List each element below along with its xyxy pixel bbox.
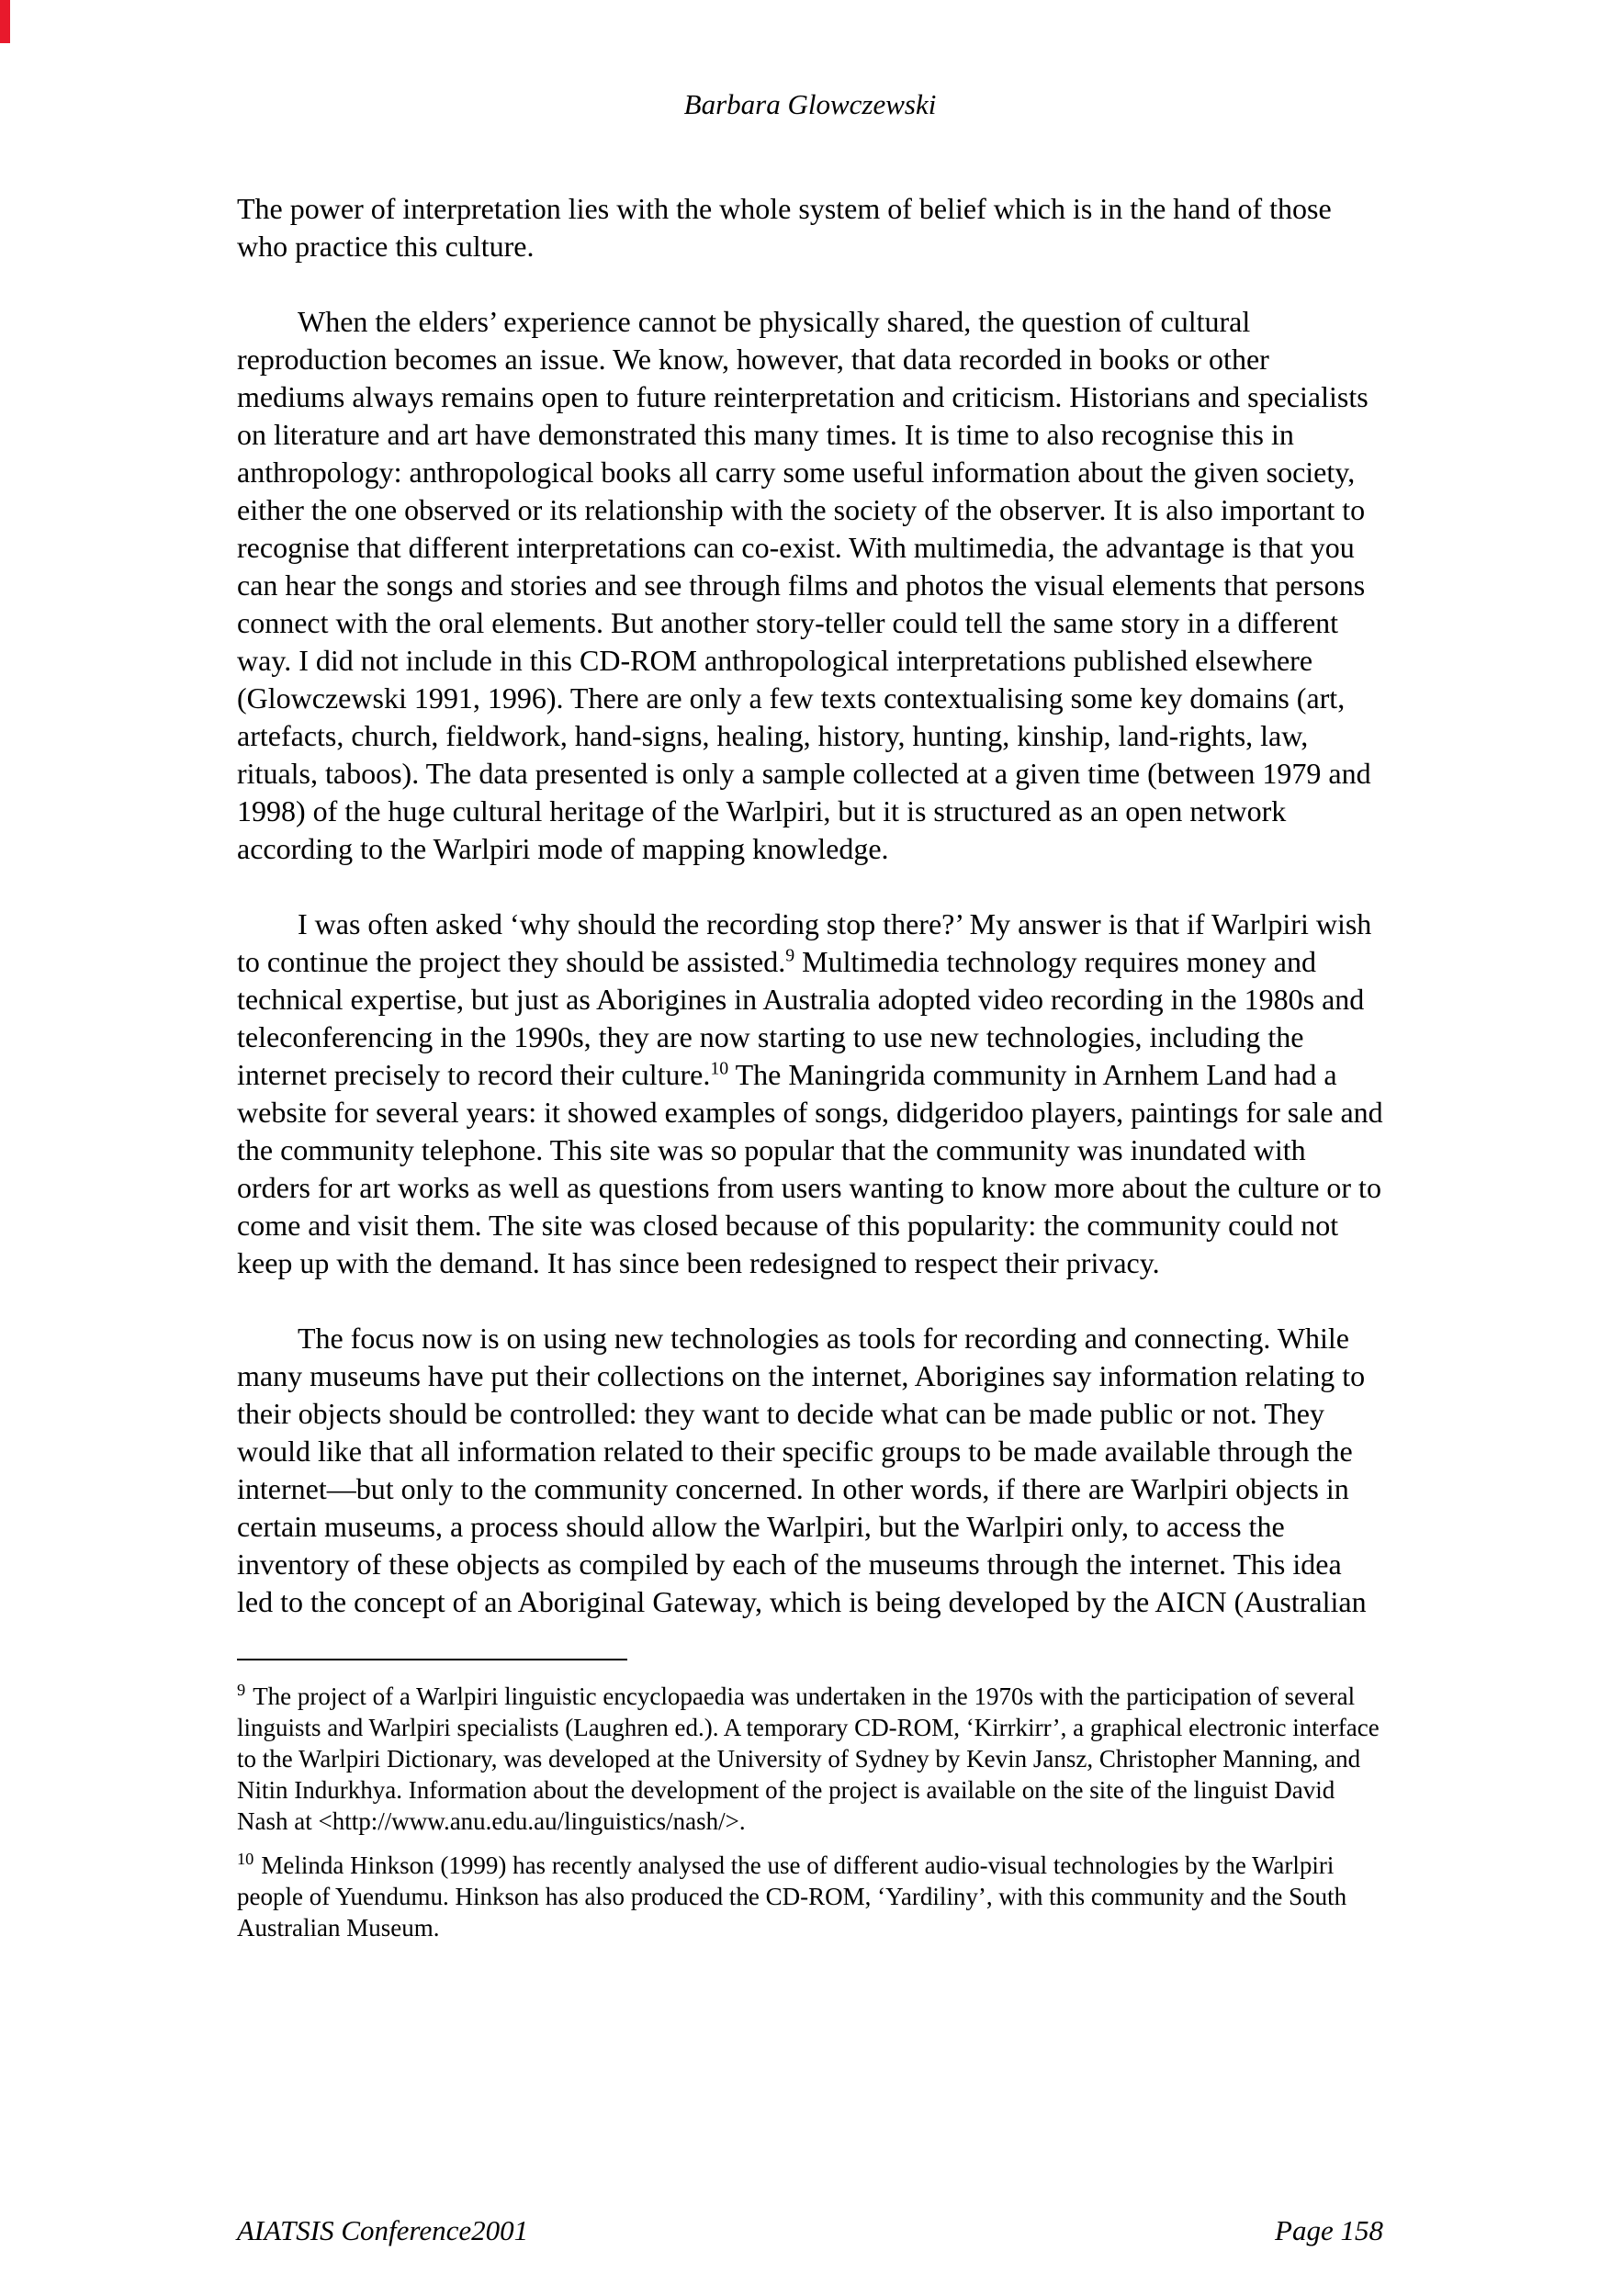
footnote-10-text: Melinda Hinkson (1999) has recently analysed the use of different audio-visual technologies by the Warlpiri people of Yuendumu. Hinkson has also produced the CD-ROM, ‘Yardiliny’, with this community and the South Australian Museum. — [237, 1851, 1347, 1941]
paragraph-4: The focus now is on using new technologies as tools for recording and connecting. While many museums have put their collections on the internet, Aborigines say information relating to their objects should be controlled: they want to decide what can be made public or not. They would like that all information related to their specific groups to be made available through the internet—but only to the community concerned. In other words, if there are Warlpiri objects in certain museums, a process should allow the Warlpiri, but the Warlpiri only, to access the inventory of these objects as compiled by each of the museums through the internet. This idea led to the concept of an Aboriginal Gateway, which is being developed by the AICN (Australian — [237, 1322, 1367, 1618]
running-head: Barbara Glowczewski — [683, 88, 937, 120]
footnote-10-marker: 10 — [237, 1850, 254, 1868]
footnote-ref-9: 9 — [785, 945, 795, 966]
paragraph-2: When the elders’ experience cannot be physically shared, the question of cultural reproduction becomes an issue. We know, however, that data recorded in books or other mediums always remains open to future reinterpretation and criticism. Historians and specialists on literature and art have demonstrated this many times. It is time to also recognise this in anthropology: anthropological books all carry some useful information about the given society, either the one observed or its relationship with the society of the observer. It is also important to recognise that different interpretations can co-exist. With multimedia, the advantage is that you can hear the songs and stories and see through films and photos the visual elements that persons connect with the oral elements. But another story-teller could tell the same story in a different way. I did not include in this CD-ROM anthropological interpretations published elsewhere (Glowczewski 1991, 1996). There are only a few texts contextualising some key domains (art, artefacts, church, fieldwork, hand-signs, healing, history, hunting, kinship, land-rights, law, rituals, taboos). The data presented is only a sample collected at a given time (between 1979 and 1998) of the huge cultural heritage of the Warlpiri, but it is structured as an open network according to the Warlpiri mode of mapping knowledge. — [237, 305, 1371, 865]
paragraph-3-segment-2: Multimedia technology requires money and technical expertise, but just as Aborigines in Australia adopted video recording in the 1980s and teleconferencing in the 1990s, they are now starting to use new technologies, including the internet precisely to record their culture. — [237, 945, 1365, 1091]
page-footer — [237, 2213, 1383, 2248]
footnote-9 — [237, 1681, 1383, 1837]
paragraph-3-segment-1: I was often asked ‘why should the recording stop there?’ My answer is that if Warlpiri wish to continue the project they should be assisted. — [237, 907, 1372, 978]
footnotes-section — [237, 1681, 1383, 1943]
scan-artifact-red-mark — [0, 0, 10, 43]
paragraph-3 — [237, 906, 1383, 1282]
footer-page-number: Page 158 — [1275, 2214, 1383, 2246]
footer-conference-label: AIATSIS Conference2001 — [237, 2214, 529, 2246]
footnote-separator — [237, 1659, 627, 1660]
footnote-ref-10: 10 — [710, 1058, 729, 1079]
footnote-9-text: The project of a Warlpiri linguistic encyclopaedia was undertaken in the 1970s with the participation of several linguists and Warlpiri specialists (Laughren ed.). A temporary CD-ROM, ‘Kirrkirr’, a graphical electronic interface to the Warlpiri Dictionary, was developed at the University of Sydney by Kevin Jansz, Christopher Manning, and Nitin Indurkhya. Information about the development of the project is available on the site of the linguist David Nash at <http://www.anu.edu.au/linguistics/nash/>. — [237, 1683, 1380, 1835]
paragraph-3-segment-3: The Maningrida community in Arnhem Land had a website for several years: it showed examples of songs, didgeridoo players, paintings for sale and the community telephone. This site was so popular that the community was inundated with orders for art works as well as questions from users wanting to know more about the culture or to come and visit them. The site was closed because of this popularity: the community could not keep up with the demand. It has since been redesigned to respect their privacy. — [237, 1058, 1383, 1279]
footnote-9-marker: 9 — [237, 1681, 246, 1699]
paragraph-1: The power of interpretation lies with the whole system of belief which is in the hand of those who practice this culture. — [237, 192, 1332, 263]
footnote-10 — [237, 1850, 1383, 1943]
body-text — [237, 190, 1383, 1621]
